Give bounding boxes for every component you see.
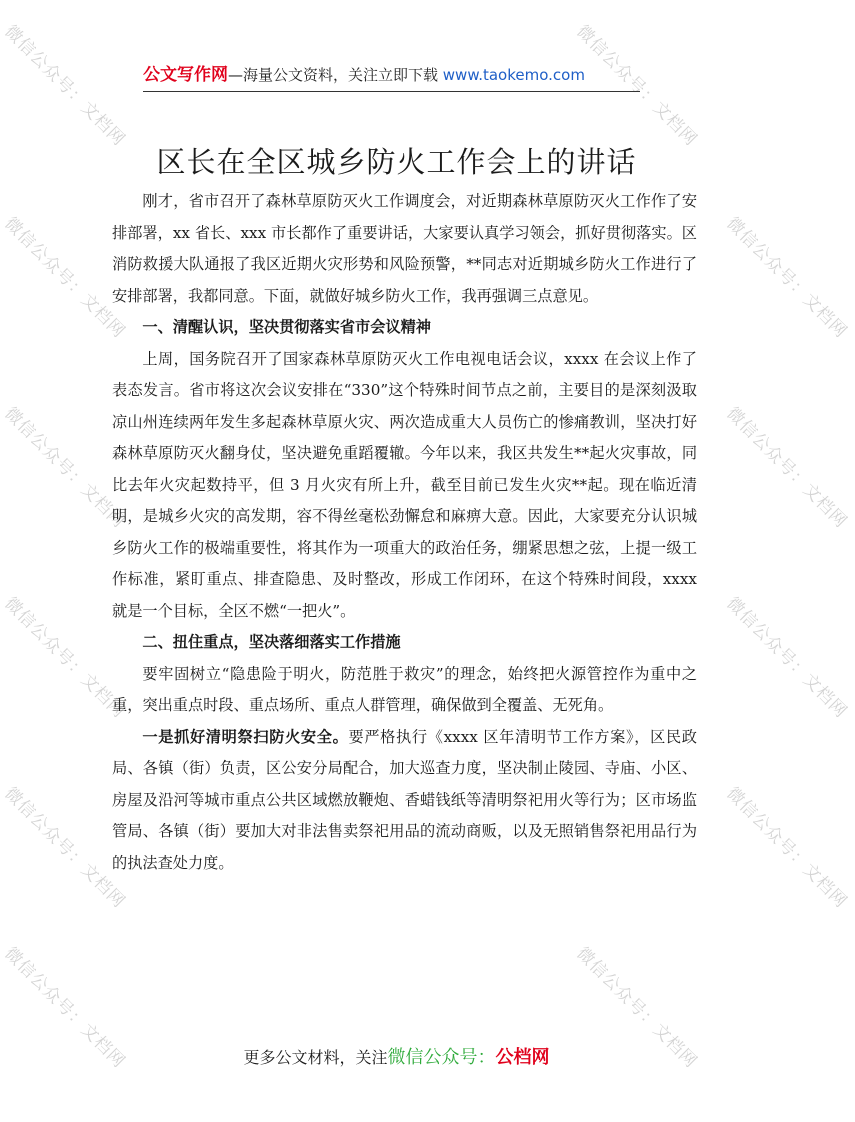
watermark: 微信公众号：文档网 xyxy=(722,593,852,723)
header-slogan: —海量公文资料，关注立即下载 xyxy=(228,66,443,84)
watermark: 微信公众号：文档网 xyxy=(572,943,702,1073)
section-paragraph: 要牢固树立“隐患险于明火，防范胜于救灾”的理念，始终把火源管控作为重中之重，突出重点时段、重点场所、重点人群管理，确保做到全覆盖、无死角。 xyxy=(112,664,697,714)
watermark: 微信公众号：文档网 xyxy=(0,213,130,343)
section-heading: 二、扭住重点，坚决落细落实工作措施 xyxy=(142,633,401,651)
watermark: 微信公众号：文档网 xyxy=(722,783,852,913)
footer-brand: 公档网 xyxy=(495,1047,550,1068)
section-paragraph: 上周，国务院召开了国家森林草原防灭火工作电视电话会议，xxxx 在会议上作了表态发言。省市将这次会议安排在“330”这个特殊时间节点之前，主要目的是深刻汲取凉山州连续两年发生多起森林草原火灾、两次造成重大人员伤亡的惨痛教训，坚决打好森林草原防灭火翻身仗，坚决避免重蹈覆辙。今年以来，我区共发生**起火灾事故，同比去年火灾起数持平，但 3 月火灾有所上升，截至目前已发生火灾**起。现在临近清明，是城乡火灾的高发期，容不得丝毫松劲懈怠和麻痹大意。因此，大家要充分认识城乡防火工作的极端重要性，将其作为一项重大的政治任务，绷紧思想之弦，上提一级工作标准，紧盯重点、排查隐患、及时整改，形成工作闭环，在这个特殊时间段，xxxx 就是一个目标，全区不燃“一把火”。 xyxy=(112,349,697,620)
intro-paragraph: 刚才，省市召开了森林草原防灭火工作调度会，对近期森林草原防灭火工作作了安排部署，xx 省长、xxx 市长都作了重要讲话，大家要认真学习领会，抓好贯彻落实。区消防救援大队通报了我区近期火灾形势和风险预警，**同志对近期城乡防火工作进行了安排部署，我都同意。下面，就做好城乡防火工作，我再强调三点意见。 xyxy=(112,192,697,305)
header-link[interactable]: www.taokemo.com xyxy=(442,66,585,84)
header-brand: 公文写作网 xyxy=(143,65,228,85)
page-footer xyxy=(0,1043,793,1069)
item-paragraph xyxy=(112,722,697,880)
watermark: 微信公众号：文档网 xyxy=(722,403,852,533)
document-title: 区长在全区城乡防火工作会上的讲话 xyxy=(156,145,637,179)
footer-wechat: 微信公众号： xyxy=(387,1047,496,1068)
watermark: 微信公众号：文档网 xyxy=(0,21,130,151)
page-header xyxy=(143,60,640,92)
watermark: 微信公众号：文档网 xyxy=(0,943,130,1073)
watermark: 微信公众号：文档网 xyxy=(0,593,130,723)
watermark: 微信公众号：文档网 xyxy=(722,213,852,343)
document-body xyxy=(112,186,697,879)
section-heading: 一、清醒认识，坚决贯彻落实省市会议精神 xyxy=(142,318,431,336)
item-text: 要严格执行《xxxx 区年清明节工作方案》，区民政局、各镇（街）负责，区公安分局配合，加大巡查力度，坚决制止陵园、寺庙、小区、房屋及沿河等城市重点公共区域燃放鞭炮、香蜡钱纸等清明祭祀用火等行为；区市场监管局、各镇（街）要加大对非法售卖祭祀用品的流动商贩，以及无照销售祭祀用品行为的执法查处力度。 xyxy=(112,727,697,872)
item-lead: 一是抓好清明祭扫防火安全。 xyxy=(142,727,349,746)
watermark: 微信公众号：文档网 xyxy=(572,21,702,151)
watermark: 微信公众号：文档网 xyxy=(0,403,130,533)
footer-prefix: 更多公文材料，关注 xyxy=(243,1048,388,1067)
watermark: 微信公众号：文档网 xyxy=(0,783,130,913)
